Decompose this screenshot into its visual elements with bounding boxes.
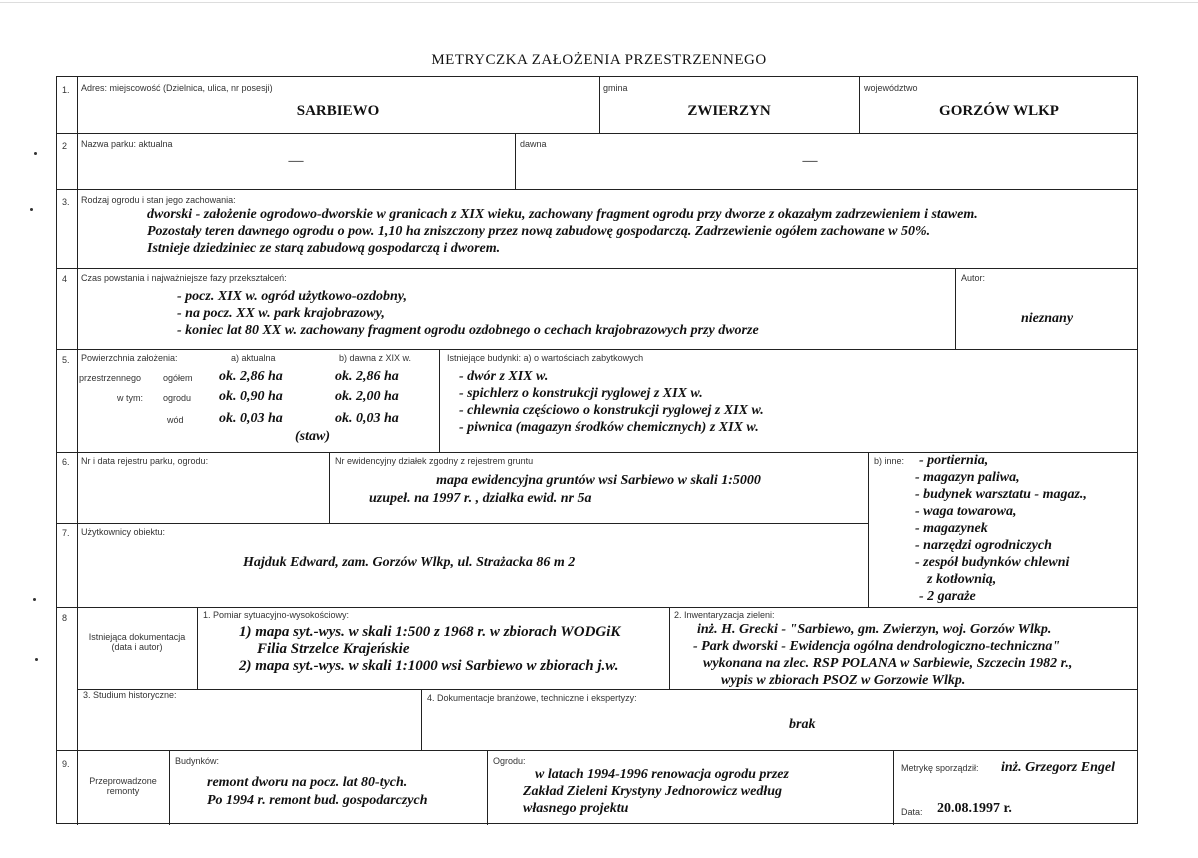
documentation-label: Istniejąca dokumentacja (data i autor)	[88, 632, 186, 652]
buildings-label: Istniejące budynki: a) o wartościach zabytkowych	[447, 353, 644, 363]
garden-type-line: Pozostały teren dawnego ogrodu o pow. 1,10 ha zniszczony przez nową zabudowę gospodarczą. Zadrzewienie ogółem zachowane w 50%.	[147, 224, 931, 239]
park-name-current: —	[288, 153, 304, 169]
author-value: nieznany	[1020, 311, 1074, 326]
inventory-line: - Park dworski - Ewidencja ogólna dendrologiczno-techniczna"	[693, 639, 1061, 654]
col-divider	[439, 349, 440, 452]
author-label: Autor:	[961, 273, 986, 283]
section-number: 5.	[62, 355, 70, 365]
area-current-value: ok. 0,90 ha	[219, 389, 283, 404]
gmina-value: ZWIERZYN	[687, 103, 771, 119]
row-divider	[57, 133, 1137, 134]
row-divider	[57, 750, 1137, 751]
building-renovations-label: Budynków:	[175, 756, 220, 766]
history-phase: - na pocz. XX w. park krajobrazowy,	[177, 306, 385, 321]
scan-mark	[30, 208, 33, 211]
survey-item: 1) mapa syt.-wys. w skali 1:500 z 1968 r. w zbiorach WODGiK	[239, 624, 621, 640]
survey-item: 2) mapa syt.-wys. w skali 1:1000 wsi Sarbiewo w zbiorach j.w.	[239, 658, 619, 674]
section-number: 4	[62, 274, 68, 284]
garden-renovations-label: Ogrodu:	[493, 756, 526, 766]
garden-type-label: Rodzaj ogrodu i stan jego zachowania:	[81, 195, 236, 205]
water-note: (staw)	[295, 429, 330, 444]
gmina-label: gmina	[603, 83, 628, 93]
register-label: Nr i data rejestru parku, ogrodu:	[81, 456, 209, 466]
section-number: 1.	[62, 85, 70, 95]
col-divider	[487, 750, 488, 825]
plots-label: Nr ewidencyjny działek zgodny z rejestrem gruntu	[335, 456, 534, 466]
park-name-current-label: Nazwa parku: aktualna	[81, 139, 173, 149]
other-building: - magazyn paliwa,	[915, 470, 1020, 485]
inventory-line: wykonana na zlec. RSP POLANA w Sarbiewie, Szczecin 1982 r.,	[703, 656, 1073, 671]
area-former-value: ok. 2,00 ha	[335, 389, 399, 404]
section-number: 9.	[62, 759, 70, 769]
prepared-by-value: inż. Grzegorz Engel	[1001, 760, 1115, 775]
section-number: 6.	[62, 457, 70, 467]
historic-building: - chlewnia częściowo o konstrukcji ryglowej z XIX w.	[459, 403, 764, 418]
history-study-label: 3. Studium historyczne:	[83, 690, 177, 700]
historic-building: - spichlerz o konstrukcji ryglowej z XIX w.	[459, 386, 703, 401]
area-former-value: ok. 0,03 ha	[335, 411, 399, 426]
park-name-former-label: dawna	[520, 139, 547, 149]
area-row-label: ogółem	[163, 373, 193, 383]
historic-building: - piwnica (magazyn środków chemicznych) z XIX w.	[459, 420, 759, 435]
scan-mark	[34, 152, 37, 155]
garden-renovation: Zakład Zieleni Krystyny Jednorowicz według	[523, 784, 782, 799]
garden-renovation: w latach 1994-1996 renowacja ogrodu przez	[535, 767, 789, 782]
inventory-label: 2. Inwentaryzacja zieleni:	[674, 610, 775, 620]
col-divider	[197, 607, 198, 689]
area-current-value: ok. 2,86 ha	[219, 369, 283, 384]
col-divider	[421, 689, 422, 750]
including-label: w tym:	[117, 393, 143, 403]
col-divider	[169, 750, 170, 825]
voivodeship-label: województwo	[864, 83, 918, 93]
section-number: 2	[62, 141, 68, 151]
garden-type-line: dworski - założenie ogrodowo-dworskie w granicach z XIX wieku, zachowany fragment ogrodu przy dworze z okazałym zadrzewieniem i stawem.	[147, 207, 978, 222]
area-row-label: wód	[167, 415, 184, 425]
other-building: - magazynek	[915, 521, 988, 536]
voivodeship-value: GORZÓW WLKP	[939, 103, 1059, 119]
row-divider	[77, 689, 1137, 690]
col-divider	[868, 452, 869, 607]
area-former-value: ok. 2,86 ha	[335, 369, 399, 384]
form-frame	[56, 76, 1138, 824]
park-name-former: —	[802, 153, 818, 169]
history-phase: - koniec lat 80 XX w. zachowany fragment ogrodu ozdobnego o cechach krajobrazowych przy dworze	[177, 323, 759, 338]
plots-line: uzupeł. na 1997 r. , działka ewid. nr 5a	[369, 491, 592, 506]
other-building: - waga towarowa,	[915, 504, 1017, 519]
spatial-label: przestrzennego	[79, 373, 142, 383]
expert-docs-value: brak	[789, 717, 816, 732]
address-label: Adres: miejscowość (Dzielnica, ulica, nr posesji)	[81, 83, 273, 93]
inventory-line: wypis w zbiorach PSOZ w Gorzowie Wlkp.	[721, 673, 966, 688]
scan-edge	[0, 2, 1198, 3]
number-column-divider	[77, 77, 78, 825]
inventory-line: inż. H. Grecki - "Sarbiewo, gm. Zwierzyn, woj. Gorzów Wlkp.	[697, 622, 1052, 637]
other-building: - zespół budynków chlewni	[915, 555, 1070, 570]
survey-label: 1. Pomiar sytuacyjno-wysokościowy:	[203, 610, 350, 620]
scan-mark	[33, 598, 36, 601]
area-label: Powierzchnia założenia:	[81, 353, 178, 363]
row-divider	[57, 189, 1137, 190]
col-divider	[893, 750, 894, 825]
renovations-label: Przeprowadzone remonty	[89, 776, 157, 796]
building-renovation: Po 1994 r. remont bud. gospodarczych	[207, 793, 428, 808]
survey-item: Filia Strzelce Krajeńskie	[257, 641, 410, 657]
history-phases-label: Czas powstania i najważniejsze fazy przekształceń:	[81, 273, 287, 283]
other-building: - budynek warsztatu - magaz.,	[915, 487, 1087, 502]
historic-building: - dwór z XIX w.	[459, 369, 549, 384]
section-number: 7.	[62, 528, 70, 538]
prepared-by-label: Metrykę sporządził:	[901, 763, 979, 773]
col-divider	[669, 607, 670, 689]
other-building: - narzędzi ogrodniczych	[915, 538, 1052, 553]
other-buildings-label: b) inne:	[874, 456, 905, 466]
building-renovation: remont dworu na pocz. lat 80-tych.	[207, 775, 408, 790]
history-phase: - pocz. XIX w. ogród użytkowo-ozdobny,	[177, 289, 407, 304]
row-divider	[57, 268, 1137, 269]
area-row-label: ogrodu	[163, 393, 192, 403]
area-current-value: ok. 0,03 ha	[219, 411, 283, 426]
area-current-label: a) aktualna	[231, 353, 276, 363]
expert-docs-label: 4. Dokumentacje branżowe, techniczne i ekspertyzy:	[427, 693, 637, 703]
date-value: 20.08.1997 r.	[937, 801, 1012, 816]
row-divider	[57, 523, 868, 524]
scan-mark	[35, 658, 38, 661]
users-value: Hajduk Edward, zam. Gorzów Wlkp, ul. Strażacka 86 m 2	[243, 555, 576, 570]
users-label: Użytkownicy obiektu:	[81, 527, 166, 537]
document-title: METRYCZKA ZAŁOŻENIA PRZESTRZENNEGO	[431, 52, 767, 68]
area-former-label: b) dawna z XIX w.	[339, 353, 412, 363]
plots-line: mapa ewidencyjna gruntów wsi Sarbiewo w skali 1:5000	[436, 473, 761, 488]
garden-renovation: własnego projektu	[523, 801, 629, 816]
other-building: - 2 garaże	[919, 589, 976, 604]
address-value: SARBIEWO	[296, 103, 380, 119]
row-divider	[57, 607, 1137, 608]
section-number: 8	[62, 613, 68, 623]
garden-type-line: Istnieje dziedziniec ze starą zabudową gospodarczą i dworem.	[147, 241, 501, 256]
col-divider	[955, 268, 956, 349]
date-label: Data:	[901, 807, 923, 817]
other-building: - portiernia,	[919, 453, 989, 468]
row-divider	[57, 349, 1137, 350]
section-number: 3.	[62, 197, 70, 207]
other-building: z kotłownią,	[927, 572, 997, 587]
